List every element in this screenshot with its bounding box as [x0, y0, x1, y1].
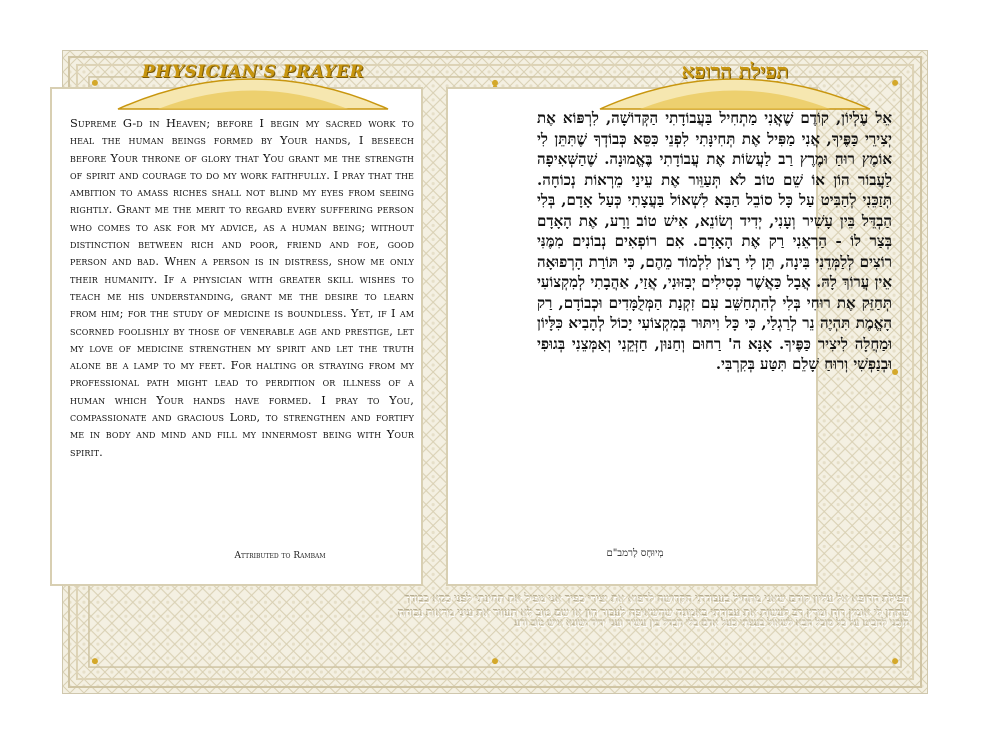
embossed-line: תפילת הרופא אל עליון קודם שאני מתחיל בעבודתי הקדושה לרפוא את יצירי כפיך אני מפיל את תחינתי לפני כסא כבודך [405, 592, 910, 605]
english-attribution: Attributed to Rambam [234, 551, 326, 561]
embossed-line: שתתן לי אומץ רוח ומרץ רב לעשות את עבודתי באמונה שהשאיפה לעבור הון או שם טוב לא תעוור את עיני מראות נכוחה [398, 606, 910, 619]
embossed-text-band [80, 590, 910, 630]
hebrew-attribution: מְיוּחָס לָרמב"ם [606, 548, 664, 559]
hebrew-title-banner [580, 54, 890, 114]
hebrew-title: תפילת הרופא [681, 59, 789, 83]
english-title-banner [98, 54, 408, 114]
english-prayer-text: Supreme G-d in Heaven; before I begin my sacred work to heal the human beings formed by Your hands, I beseech before Your throne of glory that You grant me the strength of spirit and courage to do my work faithfully. I pray that the ambition to amass riches shall not blind my eyes from seeing rightly. Grant me the merit to regard every suffering person who comes to ask for my advice, as a human being; without distinction between rich and poor, friend and foe, good person and bad. When a person is in distress, show me only their humanity. If a physician with greater skill wishes to teach me his understanding, grant me the desire to learn from him; for the study of medicine is boundless. Yet, if I am scorned foolishly by those of venerable age and prestige, let my love of medicine strengthen my spirit and let the truth alone be a lamp to my feet. For halting or straying from my professional path might lead to perdition or illness of a human which Your hands have formed. I pray to You, compassionate and gracious Lord, to strengthen and fortify me in body and mind and fill my innermost being with Your spirit. [70, 116, 414, 459]
english-title: PHYSICIAN'S PRAYER [141, 62, 365, 82]
hebrew-prayer-text: אֵל עֶלְיוֹן, קוֹדֶם שֶׁאֲנִי מַתְחִיל בַּעֲבוֹדָתִי הַקְּדוֹשָׁה, לִרְפּוֹא אֶת יְצִירֵי כַּפֶּיךָ, אֲנִי מַפִּיל אֶת תְּחִינָּתִי לִפְנֵי כִּסֵּא כְּבוֹדְךָ שֶׁתִּתֵּן לִי אוֹמֶץ רוּחַ וּמֶרֶץ רַב לַעֲשׂוֹת אֶת עֲבוֹדָתִי בֶּאֱמוּנָה. שֶׁהַשְּׁאִיפָה לַעֲבוֹר הוֹן אוֹ שֵׁם טוֹב לֹא תְּעַוֵּור אֶת עֵינַי מֵרְאוֹת נְכוֹחָה. תְּזַכֵּנִי לְהַבִּיט עַל כָּל סוֹבֵל הַבָּא לִשְׁאוֹל בַּעֲצָתִי כְּעַל אָדָם, בְּלִי הַבְדֵּל בֵּין עָשִׁיר וְעָנִי, יְדִיד וְשׂוֹנֵא, אִישׁ טוֹב וָרָע, אֶת הָאָדָם בְּצַר לוֹ - הַרְאֵנִי רַק אֶת הָאָדָם. אִם רוֹפְאִים נְבוֹנִים מִמֶּנִּי רוֹצִים לְלַמְּדֵנִי בִּינָה, תֵּן לִי רָצוֹן לִלְמוֹד מֵהֶם, כִּי תּוֹרַת הָרְפוּאָה אֵין עֲרוֹךְ לָהּ. אֲבָל כַּאֲשֶׁר כְּסִילִים יְבַזּוּנִי, אֲזַי, אַהֲבָתִי לְמִקְצוֹעִי תְּחַזֵּק אֶת רוּחִי בְּלִי לְהִתְחַשֵּׁב עִם זִקְנַת הַמְּלֻמָּדִים וּכְבוֹדָם, רַק הָאֱמֶת תִּהְיֶה נֵר לְרַגְלַי, כִּי כָּל וִיתּוּר בְּמִקְצוֹעִי יָכוֹל לְהָבִיא כִּלָּיוֹן וּמַחֲלָה לִיצִיר כַּפֶּיךָ. אָנָּא ה' רַחוּם וְחַנּוּן, חַזְּקֵנִי וְאַמְּצֵנִי בְּגוּפִי וּבְנַפְשִׁי וְרוּחַ שָׁלֵם תִּטַּע בְּקִרְבִּי. [537, 109, 892, 373]
embossed-line: תזכני להביט על כל סובל הבא לשאול בעצתי כעל אדם בלי הבדל בין עשיר ועני ידיד ושונא איש טוב ורע [515, 618, 910, 629]
